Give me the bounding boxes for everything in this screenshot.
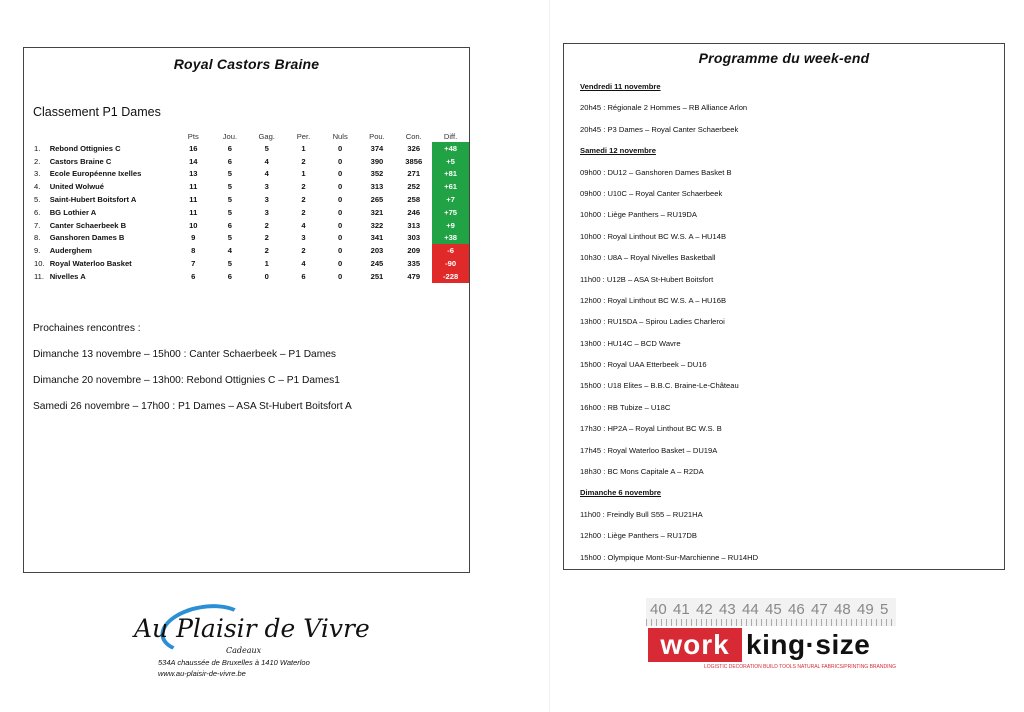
pou-cell: 251 [370,271,384,281]
pts-header: Pts [187,132,199,141]
jou-cell: 5 [227,169,233,179]
per-cell: 4 [301,220,306,230]
nuls-cell: 0 [338,220,343,230]
per-cell: 2 [301,182,306,192]
con-header: Con. [405,132,422,141]
con-cell: 209 [407,246,421,256]
nuls-cell: 0 [338,271,343,281]
ruler-number: 43 [719,601,736,618]
pts-cell: 9 [191,233,196,243]
jou-cell: 6 [227,156,233,166]
jou-cell: 5 [227,233,233,243]
con-cell: 258 [407,195,421,205]
schedule-item: 16h00 : RB Tubize – U18C [580,402,671,412]
ruler-number: 41 [673,601,690,618]
pou-cell: 321 [370,207,384,217]
pou-cell: 390 [370,156,384,166]
program-title: Programme du week-end [698,50,870,66]
team-cell: Ecole Européenne Ixelles [49,169,142,179]
brand-tags: LOGISTIC DECORATION BUILD TOOLS NATURAL FABRICS/PRINTING BRANDING [704,664,896,670]
rank-cell: 1. [34,143,41,153]
rank-cell: 9. [34,246,41,256]
pou-cell: 341 [370,233,384,243]
schedule-item: 13h00 : HU14C – BCD Wavre [580,338,681,348]
rank-cell: 3. [34,169,41,179]
schedule-list [580,82,758,574]
rank-cell: 4. [34,182,41,192]
table-row [34,180,469,193]
jou-cell: 4 [227,246,233,256]
ranking-header-row [34,131,469,142]
schedule-item: 09h00 : DU12 – Ganshoren Dames Basket B [580,167,732,177]
rank-cell: 5. [34,195,41,205]
jou-cell: 6 [227,220,233,230]
sponsor1-subtitle: Cadeaux [226,646,262,655]
pts-cell: 8 [191,246,196,256]
ruler-number: 40 [650,601,667,618]
gag-cell: 2 [264,233,269,243]
nuls-header: Nuls [332,132,348,141]
team-cell: Ganshoren Dames B [49,233,125,243]
schedule-item: 15h00 : Olympique Mont-Sur-Marchienne – RU14HD [580,552,759,562]
schedule-item: 13h00 : RU15DA – Spirou Ladies Charleroi [580,317,725,327]
gag-header: Gag. [258,132,275,141]
table-row [34,257,469,270]
table-row [34,244,469,257]
upcoming-matches [33,323,352,427]
rank-cell: 10. [34,259,45,269]
nuls-cell: 0 [338,246,343,256]
ruler-number: 5 [880,601,889,618]
pts-cell: 16 [189,143,198,153]
nuls-cell: 0 [338,169,343,179]
schedule-item: 18h30 : BC Mons Capitale A – R2DA [580,467,704,477]
sponsor1-name: Au Plaisir de Vivre [134,614,370,643]
pts-cell: 7 [191,259,196,269]
con-cell: 313 [407,220,421,230]
sponsor-working-size-logo [646,598,896,678]
page-fold [549,0,550,712]
ruler-graphic [646,598,896,626]
per-cell: 2 [301,246,306,256]
per-cell: 1 [301,143,306,153]
club-standings-panel [23,47,470,573]
table-row [34,142,469,155]
pou-cell: 203 [370,246,384,256]
sponsor1-url: www.au-plaisir-de-vivre.be [158,669,246,678]
schedule-item: 20h45 : Régionale 2 Hommes – RB Alliance Arlon [580,103,748,113]
team-cell: Castors Braine C [49,156,112,166]
rank-cell: 8. [34,233,41,243]
schedule-item: 17h30 : HP2A – Royal Linthout BC W.S. B [580,424,722,434]
rank-cell: 2. [34,156,41,166]
con-cell: 303 [407,233,421,243]
rank-cell: 11. [34,271,44,281]
table-row [34,193,469,206]
schedule-item: 17h45 : Royal Waterloo Basket – DU19A [580,445,718,455]
team-cell: Royal Waterloo Basket [49,259,132,269]
rank-cell: 7. [34,220,41,230]
ruler-number: 42 [696,601,713,618]
ruler-number: 45 [765,601,782,618]
club-title: Royal Castors Braine [173,56,320,72]
per-cell: 3 [301,233,306,243]
per-cell: 2 [301,195,306,205]
pts-cell: 14 [189,156,198,166]
nuls-cell: 0 [338,195,343,205]
team-header [50,131,175,142]
table-row [34,168,469,181]
schedule-item: 10h00 : Royal Linthout BC W.S. A – HU14B [580,231,727,241]
gag-cell: 3 [264,207,269,217]
brand-right: king·size [746,629,871,660]
con-cell: 246 [407,207,421,217]
con-cell: 3856 [405,156,423,166]
pts-cell: 13 [189,169,198,179]
schedule-day-heading: Dimanche 6 novembre [580,488,662,498]
con-cell: 252 [407,182,421,192]
pts-cell: 11 [189,182,198,192]
table-row [34,270,469,283]
diff-cell: -6 [432,244,469,257]
ruler-number: 47 [811,601,828,618]
diff-cell: +38 [432,232,469,245]
rank-cell: 6. [34,207,41,217]
ruler-number: 48 [834,601,851,618]
pts-cell: 10 [189,220,198,230]
team-cell: Nivelles A [49,271,86,281]
gag-cell: 2 [264,246,269,256]
sponsor1-address: 534A chaussée de Bruxelles à 1410 Waterloo [158,658,310,667]
con-cell: 479 [407,271,421,281]
diff-header: Diff. [443,132,458,141]
jou-cell: 6 [227,143,233,153]
diff-cell: +9 [432,219,469,232]
schedule-item: 15h00 : Royal UAA Etterbeek – DU16 [580,360,707,370]
table-row [34,232,469,245]
con-cell: 326 [407,143,421,153]
nuls-cell: 0 [338,233,343,243]
rank-header [34,131,50,142]
schedule-item: 12h00 : Liège Panthers – RU17DB [580,531,697,541]
schedule-item: 11h00 : Freindly Bull S55 – RU21HA [580,509,703,519]
diff-cell: +75 [432,206,469,219]
nuls-cell: 0 [338,143,343,153]
per-cell: 2 [301,207,306,217]
jou-cell: 5 [227,207,233,217]
pou-cell: 374 [370,143,384,153]
schedule-item: 15h00 : U18 Elites – B.B.C. Braine-Le-Château [580,381,739,391]
jou-cell: 6 [227,271,233,281]
schedule-item: 09h00 : U10C – Royal Canter Schaerbeek [580,188,723,198]
pou-cell: 265 [370,195,384,205]
jou-cell: 5 [227,259,233,269]
gag-cell: 3 [264,195,269,205]
gag-cell: 3 [264,182,269,192]
pou-cell: 352 [370,169,384,179]
team-cell: Rebond Ottignies C [49,143,121,153]
nuls-cell: 0 [338,207,343,217]
diff-cell: -228 [432,270,469,283]
con-cell: 271 [407,169,421,179]
per-cell: 6 [301,271,306,281]
nuls-cell: 0 [338,156,343,166]
ranking-table [34,131,469,283]
ranking-heading: Classement P1 Dames [33,105,161,119]
sponsor-au-plaisir-de-vivre-logo [130,600,370,690]
pou-cell: 313 [370,182,384,192]
per-cell: 2 [301,156,306,166]
ruler-number: 46 [788,601,805,618]
pts-cell: 6 [191,271,196,281]
gag-cell: 0 [264,271,269,281]
nuls-cell: 0 [338,259,343,269]
gag-cell: 5 [264,143,269,153]
upcoming-match: Samedi 26 novembre – 17h00 : P1 Dames – ASA St-Hubert Boitsfort A [33,401,352,412]
brand-left: work [648,628,742,662]
team-cell: United Wolwué [49,182,104,192]
per-cell: 1 [301,169,306,179]
schedule-item: 12h00 : Royal Linthout BC W.S. A – HU16B [580,295,727,305]
team-cell: Canter Schaerbeek B [49,220,127,230]
per-header: Per. [296,132,311,141]
schedule-day-heading: Vendredi 11 novembre [580,82,661,91]
pou-header: Pou. [369,132,385,141]
diff-cell: +81 [432,168,469,181]
diff-cell: -90 [432,257,469,270]
pts-cell: 11 [189,195,198,205]
jou-cell: 5 [227,195,233,205]
table-row [34,155,469,168]
nuls-cell: 0 [338,182,343,192]
diff-cell: +5 [432,155,469,168]
ranking-body [34,142,469,283]
pts-cell: 11 [189,207,198,217]
table-row [34,219,469,232]
jou-header: Jou. [222,132,238,141]
pou-cell: 245 [370,259,384,269]
schedule-item: 20h45 : P3 Dames – Royal Canter Schaerbeek [580,124,739,134]
upcoming-heading: Prochaines rencontres : [33,323,141,334]
schedule-item: 11h00 : U12B – ASA St-Hubert Boitsfort [580,274,714,284]
weekend-program-panel [563,43,1005,570]
per-cell: 4 [301,259,306,269]
jou-cell: 5 [227,182,233,192]
team-cell: BG Lothier A [49,207,97,217]
upcoming-match: Dimanche 13 novembre – 15h00 : Canter Schaerbeek – P1 Dames [33,349,336,360]
schedule-item: 10h30 : U8A – Royal Nivelles Basketball [580,253,716,263]
team-cell: Saint-Hubert Boitsfort A [49,195,137,205]
upcoming-match: Dimanche 20 novembre – 13h00: Rebond Ottignies C – P1 Dames1 [33,375,340,386]
gag-cell: 4 [264,169,269,179]
ruler-ticks [646,619,896,626]
ruler-number: 44 [742,601,759,618]
table-row [34,206,469,219]
diff-cell: +7 [432,193,469,206]
con-cell: 335 [407,259,421,269]
ruler-number: 49 [857,601,874,618]
pou-cell: 322 [370,220,384,230]
gag-cell: 2 [264,220,269,230]
team-cell: Auderghem [49,246,92,256]
gag-cell: 4 [264,156,269,166]
schedule-item: 10h00 : Liège Panthers – RU19DA [580,210,697,220]
diff-cell: +61 [432,180,469,193]
gag-cell: 1 [264,259,269,269]
diff-cell: +48 [432,142,469,155]
schedule-day-heading: Samedi 12 novembre [580,146,656,156]
